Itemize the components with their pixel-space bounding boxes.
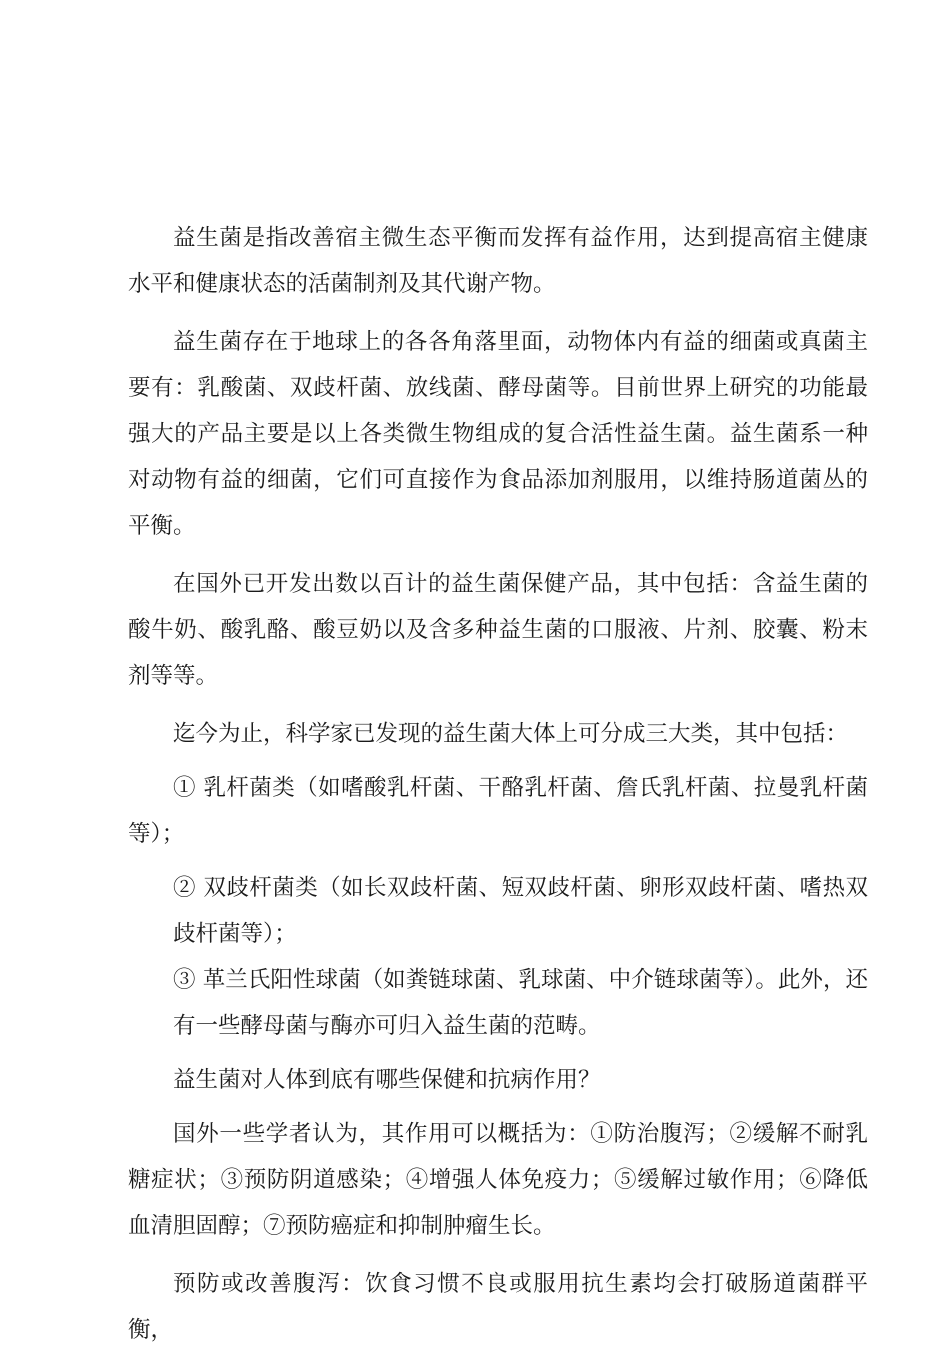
- paragraph-question: 益生菌对人体到底有哪些保健和抗病作用？: [173, 1067, 601, 1093]
- list-item-bifidobacterium: ② 双歧杆菌类（如长双歧杆菌、短双歧杆菌、卵形双歧杆菌、嗜热双歧杆菌等）；: [173, 875, 868, 947]
- paragraph-products: 在国外已开发出数以百计的益生菌保健产品，其中包括：含益生菌的酸牛奶、酸乳酪、酸豆奶以及含多种益生菌的口服液、片剂、胶囊、粉末剂等等。: [128, 571, 868, 689]
- paragraph-categories-intro: 迄今为止，科学家已发现的益生菌大体上可分成三大类，其中包括：: [173, 721, 849, 747]
- list-item-lactobacillus: ① 乳杆菌类（如嗜酸乳杆菌、干酪乳杆菌、詹氏乳杆菌、拉曼乳杆菌等）；: [128, 775, 868, 847]
- document-body: [128, 215, 868, 1353]
- paragraph-diarrhea: 预防或改善腹泻：饮食习惯不良或服用抗生素均会打破肠道菌群平衡，: [128, 1271, 868, 1343]
- list-item-gram-positive-cocci: ③ 革兰氏阳性球菌（如粪链球菌、乳球菌、中介链球菌等）。此外，还有一些酵母菌与酶亦可归入益生菌的范畴。: [173, 967, 868, 1039]
- paragraph-distribution: 益生菌存在于地球上的各各角落里面，动物体内有益的细菌或真菌主要有：乳酸菌、双歧杆菌、放线菌、酵母菌等。目前世界上研究的功能最强大的产品主要是以上各类微生物组成的复合活性益生菌。益生菌系一种对动物有益的细菌，它们可直接作为食品添加剂服用，以维持肠道菌丛的平衡。: [128, 329, 868, 539]
- paragraph-functions: 国外一些学者认为，其作用可以概括为：①防治腹泻；②缓解不耐乳糖症状；③预防阴道感染；④增强人体免疫力；⑤缓解过敏作用；⑥降低血清胆固醇；⑦预防癌症和抑制肿瘤生长。: [128, 1121, 868, 1239]
- paragraph-definition: 益生菌是指改善宿主微生态平衡而发挥有益作用，达到提高宿主健康水平和健康状态的活菌制剂及其代谢产物。: [128, 225, 868, 297]
